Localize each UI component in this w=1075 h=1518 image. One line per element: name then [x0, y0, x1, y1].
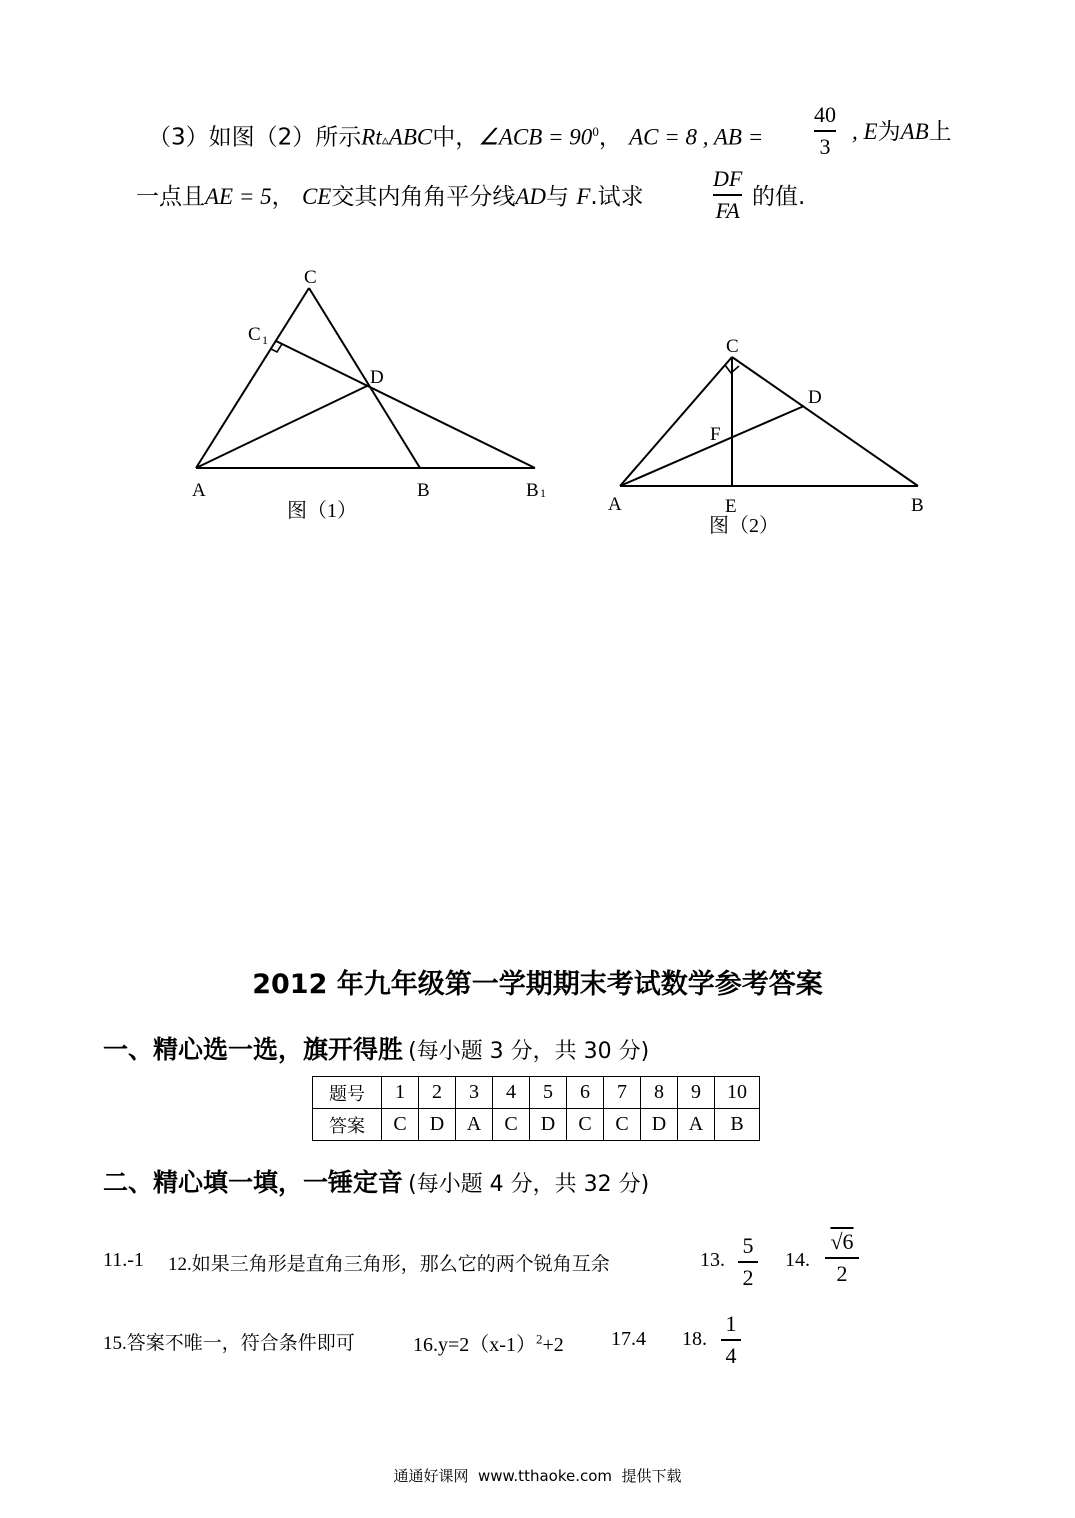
table-cell: 9 — [678, 1077, 715, 1109]
section-2-note: (每小题 4 分，共 32 分) — [408, 1172, 650, 1197]
segment-a-d — [620, 406, 804, 486]
table-cell: 题号 — [313, 1077, 382, 1109]
answer-15: 15.答案不唯一，符合条件即可 — [103, 1333, 355, 1354]
problem3-jiao: 交其内角角平分线 — [331, 184, 516, 210]
answer-18-num: 1 — [725, 1311, 737, 1336]
answers-title: 2012 年九年级第一学期期末考试数学参考答案 — [252, 969, 823, 1000]
table-cell: D — [419, 1109, 456, 1141]
answer-16 — [413, 1328, 564, 1357]
label-d: D — [370, 367, 384, 388]
degree-sup: 0 — [592, 124, 599, 139]
label-c1-sub: 1 — [262, 333, 268, 347]
problem3-comma1: ， — [598, 124, 622, 151]
rt-symbol: Rt — [361, 124, 382, 150]
label-c: C — [726, 336, 739, 357]
problem3-wei: 为 — [877, 119, 901, 145]
answer-table — [312, 1076, 760, 1141]
segment-c1-b1 — [276, 341, 535, 468]
table-cell: C — [493, 1109, 530, 1141]
problem3-line1 — [148, 116, 763, 157]
section-1-note: (每小题 3 分，共 30 分) — [408, 1039, 650, 1064]
segment-ad: AD — [515, 184, 546, 209]
ab-fraction-den: 3 — [819, 133, 831, 159]
segment-ab: AB — [900, 119, 929, 144]
table-cell: 5 — [530, 1077, 567, 1109]
figure-2-caption: 图（2） — [709, 515, 779, 537]
table-cell: 6 — [567, 1077, 604, 1109]
table-cell: C — [604, 1109, 641, 1141]
label-e: E — [725, 496, 737, 517]
answer-17: 17.4 — [611, 1328, 646, 1350]
answer-14-sqrt: √6 — [830, 1229, 854, 1254]
label-b: B — [911, 495, 924, 516]
table-cell: 3 — [456, 1077, 493, 1109]
answer-13-label: 13. — [700, 1249, 725, 1271]
point-e: , E — [852, 119, 878, 144]
section-2-title: 二、精心填一填，一锤定音 — [103, 1168, 404, 1197]
label-b1-sub: 1 — [540, 486, 546, 500]
answer-14-fraction — [825, 1229, 859, 1287]
table-cell: C — [567, 1109, 604, 1141]
answer-14-den: 2 — [836, 1260, 848, 1286]
table-cell: 答案 — [313, 1109, 382, 1141]
problem3-shiqiu: .试求 — [590, 184, 644, 210]
problem3-line2 — [136, 181, 644, 213]
problem3-line1-tail — [852, 116, 952, 148]
answer-18-fraction — [721, 1311, 741, 1369]
ab-fraction — [814, 102, 836, 160]
table-cell: B — [715, 1109, 760, 1141]
label-a: A — [192, 480, 206, 501]
table-cell: 10 — [715, 1077, 760, 1109]
section-2-heading — [103, 1163, 649, 1199]
label-c1: C — [248, 324, 261, 345]
table-cell: A — [678, 1109, 715, 1141]
df-fa-fraction — [713, 166, 742, 224]
figure-1-caption: 图（1） — [287, 500, 357, 522]
answer-13-num: 5 — [742, 1233, 754, 1258]
table-row — [313, 1077, 760, 1109]
table-cell: 8 — [641, 1077, 678, 1109]
triangle-symbol: ▵ — [381, 132, 389, 149]
df-fraction-num: DF — [713, 166, 743, 191]
table-cell: D — [641, 1109, 678, 1141]
table-cell: A — [456, 1109, 493, 1141]
answer-16-sup: 2 — [535, 1331, 543, 1347]
problem3-dezhi — [752, 181, 805, 213]
table-cell: 7 — [604, 1077, 641, 1109]
point-f: F — [576, 184, 591, 209]
label-a: A — [608, 494, 622, 515]
label-b: B — [417, 480, 430, 501]
fraction-bar — [721, 1339, 741, 1341]
figure-1 — [180, 255, 560, 535]
angle-acb: ∠ACB = 90 — [478, 124, 593, 150]
fa-fraction-den: FA — [715, 197, 740, 223]
segment-ce: CE — [301, 184, 332, 209]
problem3-zhong: 中， — [432, 124, 479, 151]
problem3-comma2: ， — [271, 184, 295, 210]
answer-12: 12.如果三角形是直角三角形，那么它的两个锐角互余 — [168, 1254, 610, 1275]
answer-14-label: 14. — [785, 1249, 810, 1271]
problem3-line2-start: 一点且 — [136, 184, 205, 210]
figure-2 — [600, 325, 940, 550]
fraction-bar — [738, 1261, 758, 1263]
label-d: D — [808, 387, 822, 408]
table-cell: 1 — [382, 1077, 419, 1109]
table-cell: 2 — [419, 1077, 456, 1109]
fraction-bar — [825, 1257, 859, 1259]
label-c: C — [304, 267, 317, 288]
section-1-title: 一、精心选一选，旗开得胜 — [103, 1035, 404, 1064]
ae-condition: AE = 5 — [205, 184, 272, 209]
problem3-shang: 上 — [928, 119, 952, 145]
section-1-heading — [103, 1030, 649, 1066]
ac-ab-condition: AC = 8 , AB = — [629, 124, 764, 150]
fraction-bar — [814, 130, 836, 132]
fraction-bar — [713, 194, 742, 196]
segment-c-b — [309, 288, 420, 468]
label-f: F — [710, 424, 721, 445]
segment-a-c — [620, 357, 732, 486]
segment-c-b — [732, 357, 918, 486]
answer-16-tail: +2 — [542, 1334, 564, 1356]
page-footer: 通通好课网 www.tthaoke.com 提供下载 — [393, 1467, 682, 1485]
table-cell: 4 — [493, 1077, 530, 1109]
answer-16-main: 16.y=2（x-1） — [413, 1334, 536, 1356]
answer-13-den: 2 — [742, 1264, 754, 1290]
label-b1: B — [526, 480, 539, 501]
answer-18-den: 4 — [725, 1342, 737, 1368]
triangle-abc: ABC — [388, 124, 433, 150]
answer-13-fraction — [738, 1233, 758, 1291]
problem3-intro: （3）如图（2）所示 — [148, 124, 362, 151]
answer-11: 11.-1 — [103, 1249, 144, 1271]
table-cell: D — [530, 1109, 567, 1141]
problem3-yu: 与 — [546, 184, 569, 210]
table-cell: C — [382, 1109, 419, 1141]
table-row — [313, 1109, 760, 1141]
ab-fraction-num: 40 — [814, 102, 836, 127]
answer-18-label: 18. — [682, 1328, 707, 1350]
problem3-dezhi-text: 的值. — [752, 184, 806, 210]
